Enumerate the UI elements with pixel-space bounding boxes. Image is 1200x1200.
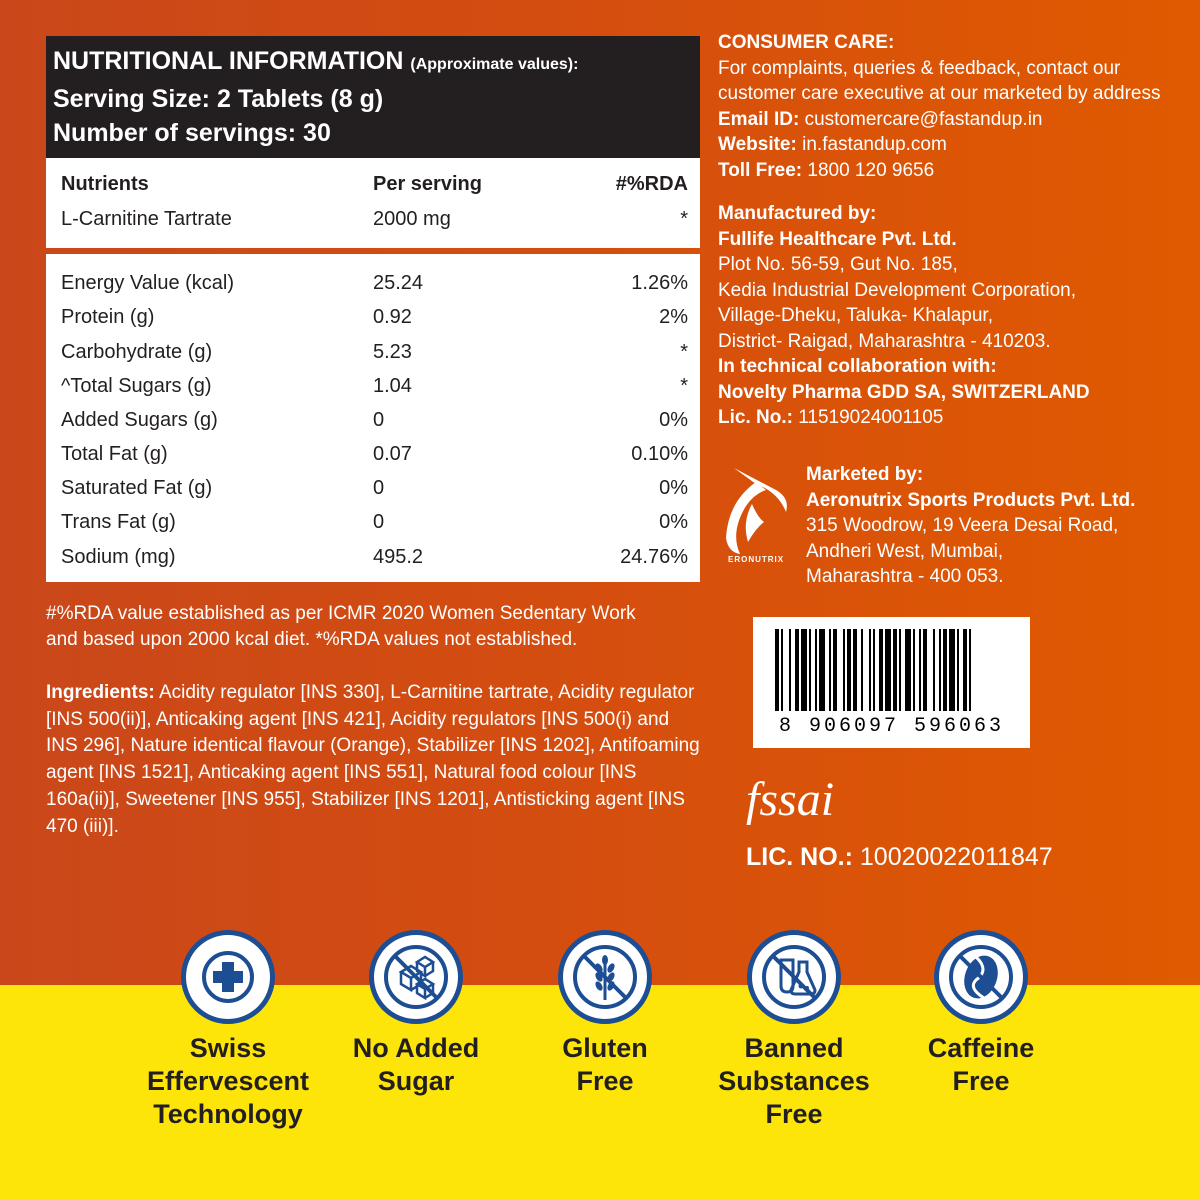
nutrient-value: 0.07: [373, 443, 412, 465]
nutrient-value: 5.23: [373, 341, 412, 363]
barcode-bar: [815, 629, 817, 711]
badge-label-line: Free: [952, 1066, 1010, 1096]
badge-label-line: Sugar: [377, 1066, 455, 1096]
badge-label-line: Caffeine: [927, 1033, 1035, 1063]
consumer-care-line-1: For complaints, queries & feedback, contact our: [718, 57, 1121, 79]
nutrient-name: Added Sugars (g): [61, 409, 218, 431]
badge-label-line: Banned: [744, 1033, 844, 1063]
header-per-serving: Per serving: [373, 173, 482, 195]
rda-footnote: [46, 601, 706, 653]
table-row: [46, 437, 700, 471]
manufacturer-lic-label: Lic. No.:: [718, 407, 793, 428]
table-row: [46, 300, 700, 334]
table-header-row: [46, 167, 700, 201]
nutrient-value: 0: [373, 511, 385, 533]
tollfree-label: Toll Free:: [718, 159, 803, 181]
table-row: [46, 505, 700, 539]
fssai-logo: fssai: [746, 773, 835, 826]
barcode-bar: [847, 629, 851, 711]
nutrient-value: 1.04: [373, 375, 412, 397]
marketer-title: Marketed by:: [806, 464, 924, 485]
no-sugar-icon: [381, 942, 451, 1012]
nutrient-name: Sodium (mg): [61, 546, 176, 568]
website-value[interactable]: in.fastandup.com: [796, 134, 947, 155]
manufacturer-lic-value: 11519024001105: [792, 407, 944, 428]
nutrient-rda: 0%: [659, 511, 688, 533]
nutrient-rda: *: [680, 208, 688, 230]
nutrient-rda: 1.26%: [631, 272, 688, 294]
barcode-bar: [829, 629, 831, 711]
marketer-address-2: Andheri West, Mumbai,: [806, 540, 1004, 562]
website-line: [718, 132, 1160, 158]
badge-label: [128, 1032, 328, 1131]
nutrient-rda: *: [680, 375, 688, 397]
medical-cross-icon: [193, 942, 263, 1012]
header-rda: #%RDA: [615, 173, 688, 195]
barcode-bars: [753, 617, 1030, 715]
email-label: Email ID:: [718, 108, 800, 130]
barcode-bar: [781, 629, 783, 711]
website-label: Website:: [718, 134, 797, 155]
no-wheat-icon: [570, 942, 640, 1012]
badge-label-line: Free: [765, 1099, 823, 1129]
nutrient-rda: 0%: [659, 477, 688, 499]
barcode-bar: [963, 629, 967, 711]
barcode-bar: [873, 629, 875, 711]
barcode-bar: [879, 629, 883, 711]
nutrient-rda: 0.10%: [631, 443, 688, 465]
footnote-line-1: #%RDA value established as per ICMR 2020 Women Sedentary Work: [46, 603, 636, 624]
badge-label: [316, 1032, 516, 1098]
barcode: [753, 617, 1030, 748]
tollfree-line: [718, 158, 1160, 184]
badge-circle: [181, 930, 275, 1024]
barcode-bar: [853, 629, 857, 711]
nutrient-name: L-Carnitine Tartrate: [61, 208, 232, 230]
manufacturer-title: Manufactured by:: [718, 203, 877, 224]
nutrition-approx: (Approximate values):: [410, 56, 579, 73]
badge-label-line: Gluten: [562, 1033, 648, 1063]
barcode-bar: [943, 629, 947, 711]
footnote-line-2: and based upon 2000 kcal diet. *%RDA values not established.: [46, 629, 578, 650]
nutrient-name: Carbohydrate (g): [61, 341, 213, 363]
barcode-bar: [919, 629, 921, 711]
fssai-lic-label: LIC. NO.:: [746, 843, 853, 871]
badge-label-line: Technology: [153, 1099, 303, 1129]
nutrition-title-line: [53, 44, 700, 82]
nutrition-header: [46, 36, 700, 158]
manufacturer: [718, 201, 1090, 431]
table-row: [46, 369, 700, 403]
nutrient-rda: 24.76%: [620, 546, 688, 568]
barcode-bar: [869, 629, 871, 711]
manufacturer-address-1: Plot No. 56-59, Gut No. 185,: [718, 254, 958, 275]
barcode-bar: [789, 629, 791, 711]
marketer-company: Aeronutrix Sports Products Pvt. Ltd.: [806, 489, 1136, 511]
badge-label-line: Effervescent: [146, 1066, 310, 1096]
ingredients-text: Acidity regulator [INS 330], L-Carnitine tartrate, Acidity regulator [INS 500(ii)], Anticaking agent [INS 421], Acidity regulators [INS 500(i) and INS 296], Nature identical flavour (Orange), Stabilizer [INS 1202], Antifoaming agent [INS 1521], Anticaking agent [INS 551], Natural food colour [INS 160a(ii)], Sweetener [INS 955], Stabilizer [INS 1201], Antisticking agent [INS 470 (iii)].: [46, 682, 700, 837]
badge-label-line: Free: [576, 1066, 634, 1096]
nutrition-title: NUTRITIONAL INFORMATION: [53, 47, 404, 75]
nutrient-value: 495.2: [373, 546, 424, 568]
manufacturer-company: Fullife Healthcare Pvt. Ltd.: [718, 228, 957, 250]
barcode-bar: [795, 629, 799, 711]
barcode-bar: [801, 629, 807, 711]
nutrient-name: Saturated Fat (g): [61, 477, 213, 499]
fssai-lic: [746, 842, 1053, 872]
fssai-lic-value: 10020022011847: [852, 843, 1053, 871]
badge-circle: [934, 930, 1028, 1024]
barcode-bar: [861, 629, 863, 711]
barcode-bar: [833, 629, 837, 711]
badge-label: [881, 1032, 1081, 1098]
barcode-bar: [775, 629, 779, 711]
consumer-care: [718, 30, 1160, 183]
table-row: [46, 403, 700, 437]
serving-size: Serving Size: 2 Tablets (8 g): [53, 85, 384, 113]
table-row: [46, 335, 700, 369]
marketer-address-3: Maharashtra - 400 053.: [806, 566, 1004, 587]
nutrient-name: Energy Value (kcal): [61, 272, 235, 294]
consumer-care-line-2: customer care executive at our marketed by address: [718, 83, 1161, 104]
nutrient-value: 0: [373, 477, 385, 499]
manufacturer-lic-line: [718, 405, 1090, 431]
table-row: [46, 266, 700, 300]
marketer-address-1: 315 Woodrow, 19 Veera Desai Road,: [806, 515, 1119, 536]
nutrient-name: Trans Fat (g): [61, 511, 176, 533]
logo-text: ERONUTRIX: [728, 555, 785, 564]
barcode-bar: [905, 629, 911, 711]
no-coffee-icon: [946, 942, 1016, 1012]
barcode-digits: 8 906097 596063: [778, 715, 1005, 738]
manufacturer-address-4: District- Raigad, Maharashtra - 410203.: [718, 330, 1051, 352]
marketer: [806, 462, 1135, 590]
badge-label-line: Substances: [718, 1066, 870, 1096]
table-row: [46, 471, 700, 505]
barcode-bar: [933, 629, 935, 711]
nutrition-active-table: [46, 158, 700, 248]
barcode-bar: [969, 629, 971, 711]
barcode-bar: [819, 629, 825, 711]
nutrient-rda: 0%: [659, 409, 688, 431]
barcode-bar: [885, 629, 891, 711]
nutrient-name: Total Fat (g): [61, 443, 168, 465]
barcode-bar: [939, 629, 941, 711]
consumer-care-title: CONSUMER CARE:: [718, 32, 895, 53]
badge-circle: [558, 930, 652, 1024]
manufacturer-address-3: Village-Dheku, Taluka- Khalapur,: [718, 305, 993, 326]
barcode-bar: [913, 629, 915, 711]
table-row: [46, 202, 700, 236]
barcode-bar: [893, 629, 897, 711]
badge-label-line: Swiss: [189, 1033, 267, 1063]
nutrient-value: 2000 mg: [373, 208, 451, 230]
collaboration-title: In technical collaboration with:: [718, 356, 997, 377]
ingredients: [46, 680, 706, 840]
aeronutrix-logo-icon: [716, 462, 800, 570]
manufacturer-address-2: Kedia Industrial Development Corporation,: [718, 279, 1077, 301]
badge-label: [505, 1032, 705, 1098]
email-value[interactable]: customercare@fastandup.in: [799, 108, 1043, 130]
servings-count: Number of servings: 30: [53, 119, 331, 147]
ingredients-label: Ingredients:: [46, 682, 155, 703]
nutrient-value: 0: [373, 409, 385, 431]
header-nutrients: Nutrients: [61, 173, 149, 195]
nutrient-name: ^Total Sugars (g): [61, 375, 212, 397]
badge-label-line: No Added: [352, 1033, 480, 1063]
nutrient-rda: *: [680, 341, 688, 363]
badge-circle: [747, 930, 841, 1024]
email-line: [718, 107, 1160, 133]
nutrient-value: 25.24: [373, 272, 424, 294]
collaboration-company: Novelty Pharma GDD SA, SWITZERLAND: [718, 381, 1090, 403]
barcode-bar: [899, 629, 901, 711]
nutrient-value: 0.92: [373, 306, 412, 328]
barcode-bar: [843, 629, 845, 711]
barcode-bar: [949, 629, 955, 711]
barcode-bar: [923, 629, 927, 711]
badge-label: [694, 1032, 894, 1131]
nutrition-table: [46, 254, 700, 582]
table-row: [46, 540, 700, 574]
no-flask-icon: [759, 942, 829, 1012]
barcode-bar: [809, 629, 811, 711]
tollfree-value: 1800 120 9656: [802, 159, 935, 181]
badge-circle: [369, 930, 463, 1024]
nutrient-rda: 2%: [659, 306, 688, 328]
nutrient-name: Protein (g): [61, 306, 155, 328]
barcode-bar: [957, 629, 959, 711]
